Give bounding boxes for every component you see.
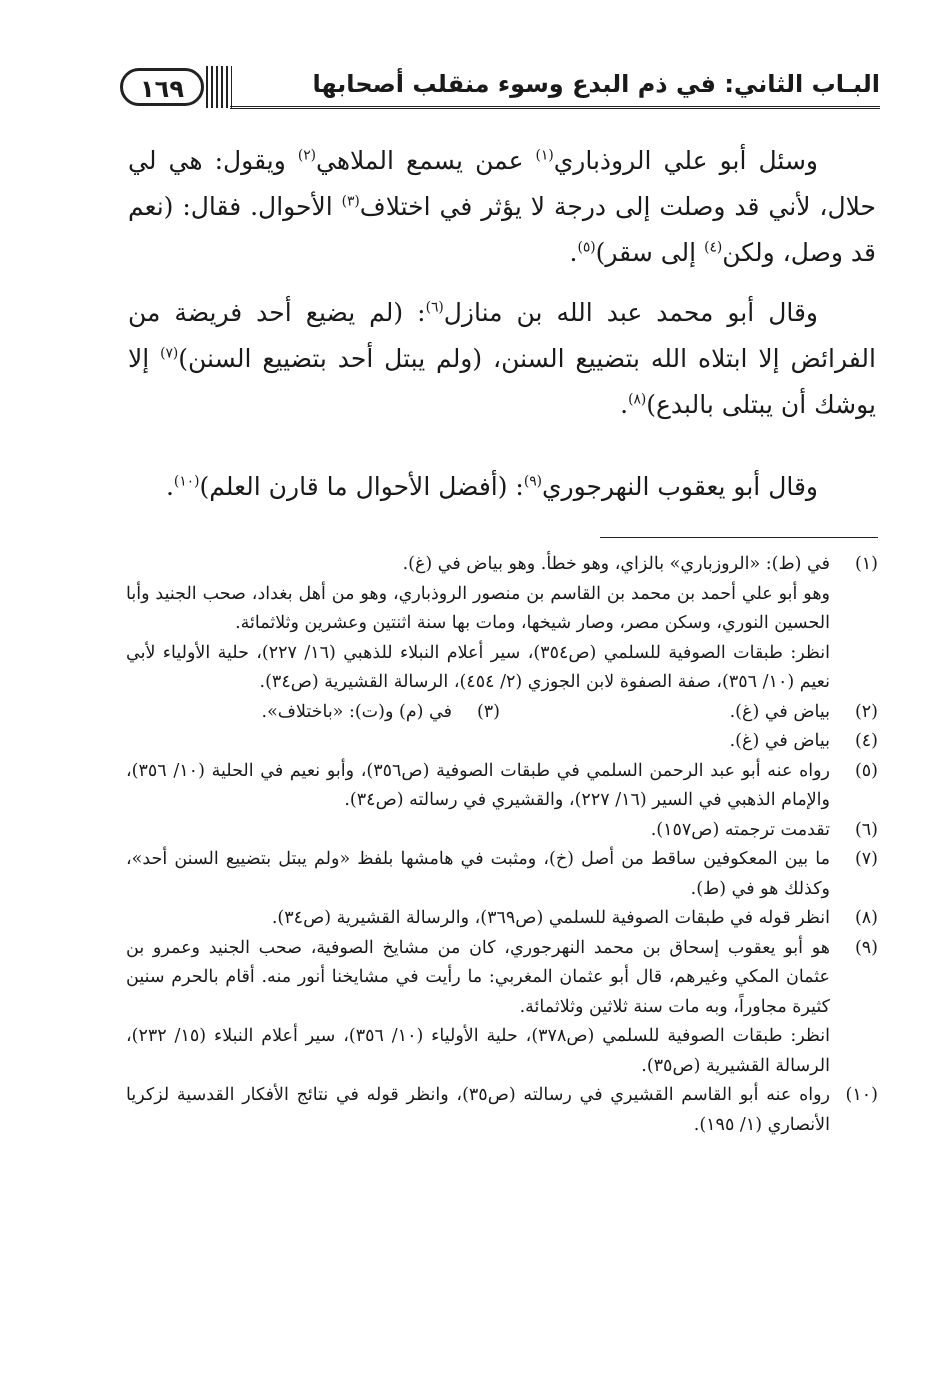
footnote-1 <box>126 550 878 698</box>
text: . <box>620 390 629 419</box>
text: عمن يسمع الملاهي <box>315 146 536 175</box>
footnote-ref[interactable]: (٩) <box>523 473 542 490</box>
text: . <box>165 472 174 501</box>
footnote-number: (٦) <box>854 819 878 840</box>
paragraph-2 <box>128 290 876 428</box>
footnote-number: (٧) <box>854 849 878 869</box>
footnote-number: (١) <box>854 554 878 574</box>
footnote-number: (١٠) <box>845 1085 878 1105</box>
footnote-pair-2-3 <box>126 698 878 728</box>
text: وسئل أبو علي الروذباري <box>553 146 818 175</box>
footnote-ref[interactable]: (١٠) <box>173 473 200 490</box>
footnote-text: رواه عنه أبو القاسم القشيري في رسالته (ص٣٥)، وانظر قوله في نتائج الأفكار القدسية لزكريا الأنصاري (١/ ١٩٥). <box>126 1085 830 1135</box>
footnote-text: رواه عنه أبو عبد الرحمن السلمي في طبقات الصوفية (ص٣٥٦)، وأبو نعيم في الحلية (١٠/ ٣٥٦)، والإمام الذهبي في السير (١٦/ ٢٢٧)، والقشيري في رسالته (ص٣٤). <box>126 760 831 810</box>
footnote-number: (٩) <box>854 937 878 958</box>
footnote-7 <box>126 845 878 904</box>
running-title: البـاب الثاني: في ذم البدع وسوء منقلب أصحابها <box>312 70 880 98</box>
footnote-text: في (ط): «الروزباري» بالزاي، وهو خطأ. وهو بياض في (غ). <box>402 554 830 574</box>
text: : (أفضل الأحوال ما قارن العلم) <box>199 472 524 501</box>
footnote-text: انظر قوله في طبقات الصوفية للسلمي (ص٣٦٩)، والرسالة القشيرية (ص٣٤). <box>271 908 830 928</box>
header-ornament <box>206 66 232 108</box>
footnotes <box>126 550 878 1140</box>
footnote-number: (٥) <box>854 760 878 781</box>
footnote-ref[interactable]: (٢) <box>297 147 316 164</box>
footnote-2 <box>730 698 878 728</box>
text: إلى سقر) <box>595 238 705 267</box>
text: ويقول: هي لي حلال، لأني قد وصلت إلى درجة لا يؤثر في اختلاف <box>128 146 876 221</box>
text: وقال أبو محمد عبد الله بن منازل <box>443 298 818 327</box>
page-number: ١٦٩ <box>120 68 204 106</box>
footnote-ref[interactable]: (٣) <box>341 193 360 210</box>
footnote-text: في (م) و(ت): «باختلاف». <box>261 701 452 722</box>
text: : (لم يضيع أحد فريضة من الفرائض إلا ابتلاه الله بتضييع السنن، (ولم يبتل أحد بتضييع السنن) <box>128 298 876 373</box>
text: الأحوال. فقال: (نعم قد وصل، ولكن <box>128 192 876 267</box>
text: وقال أبو يعقوب النهرجوري <box>541 472 818 501</box>
footnote-ref[interactable]: (٤) <box>704 239 723 256</box>
footnote-text: انظر: طبقات الصوفية للسلمي (ص٣٥٤)، سير أعلام النبلاء للذهبي (١٦/ ٢٢٧)، حلية الأولياء لأبي نعيم (١٠/ ٣٥٦)، صفة الصفوة لابن الجوزي (٢/ ٤٥٤)، الرسالة القشيرية (ص٣٤). <box>126 642 830 692</box>
header-rule <box>230 106 880 109</box>
footnote-9 <box>126 934 878 1082</box>
footnote-text: هو أبو يعقوب إسحاق بن محمد النهرجوري، كان من مشايخ الصوفية، صحب الجنيد وعمرو بن عثمان المكي وغيرهم، قال أبو عثمان المغربي: ما رأيت في مشايخنا أنور منه. أقام بالحرم سنين كثيرة مجاوراً، وبه مات سنة ثلاثين وثلاثمائة. <box>126 937 830 1017</box>
footnote-5 <box>126 757 878 816</box>
footnote-text: وهو أبو علي أحمد بن محمد بن القاسم بن منصور الروذباري، وهو من أهل بغداد، صحب الجنيد وأبا الحسين النوري، وسكن مصر، وصار شيخها، ومات بها سنة اثنتين وعشرين وثلاثمائة. <box>126 583 830 633</box>
footnote-number: (٣) <box>476 701 500 722</box>
footnote-4 <box>126 727 878 757</box>
footnote-number: (٤) <box>854 731 878 751</box>
footnote-ref[interactable]: (٧) <box>160 345 179 362</box>
footnote-10 <box>126 1081 878 1140</box>
footnote-number: (٢) <box>854 701 878 722</box>
text: . <box>569 238 578 267</box>
paragraph-3 <box>128 464 876 510</box>
footnote-ref[interactable]: (١) <box>535 147 554 164</box>
footnote-ref[interactable]: (٥) <box>577 239 596 256</box>
text: إلا يوشك أن يبتلى بالبدع) <box>128 344 876 419</box>
footnote-text: تقدمت ترجمته (ص١٥٧). <box>650 819 830 840</box>
footnote-text: بياض في (غ). <box>729 731 830 751</box>
footnote-3 <box>262 698 500 728</box>
footnote-ref[interactable]: (٦) <box>425 299 444 316</box>
footnote-ref[interactable]: (٨) <box>628 391 647 408</box>
paragraph-1 <box>128 138 876 276</box>
footnote-6 <box>126 816 878 846</box>
footnote-text: بياض في (غ). <box>729 701 830 722</box>
page-header <box>120 66 880 110</box>
footnote-text: انظر: طبقات الصوفية للسلمي (ص٣٧٨)، حلية الأولياء (١٠/ ٣٥٦)، سير أعلام النبلاء (١٥/ ٢٣٢)، الرسالة القشيرية (ص٣٥). <box>126 1026 831 1076</box>
footnote-8 <box>126 904 878 934</box>
footnote-text: ما بين المعكوفين ساقط من أصل (خ)، ومثبت في هامشها بلفظ «ولم يبتل بتضييع السنن أحد»، وكذلك هو في (ط). <box>126 849 830 899</box>
footnote-number: (٨) <box>854 908 878 928</box>
footnote-separator <box>600 537 878 538</box>
